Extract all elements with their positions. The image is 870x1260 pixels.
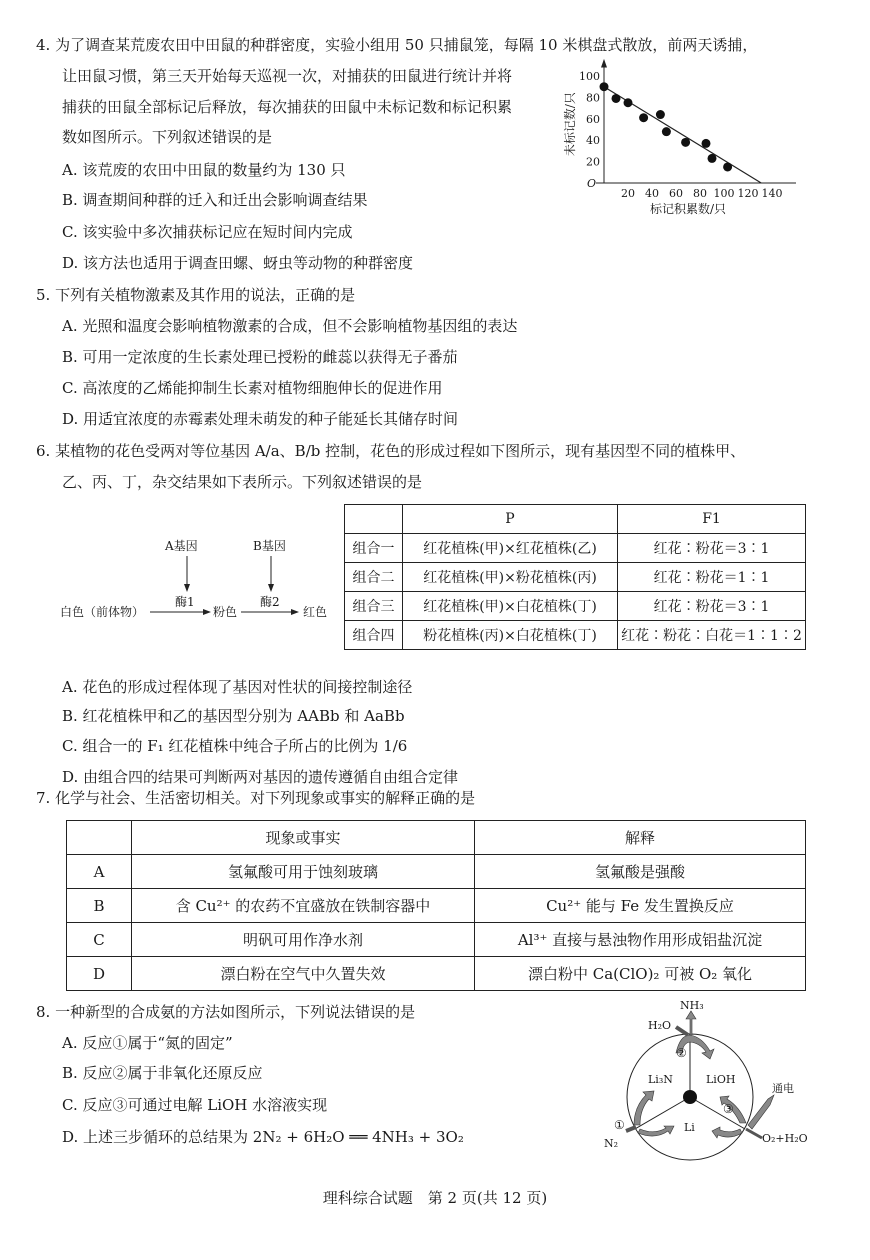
q8-stem: 8. 一种新型的合成氨的方法如图所示，下列说法错误的是: [36, 1003, 416, 1021]
data-point: [612, 94, 621, 103]
cell: A: [67, 855, 132, 889]
q4-stem-line-2: 让田鼠习惯，第三天开始每天巡视一次，对捕获的田鼠进行统计并将: [62, 67, 513, 85]
electrolysis-label: 通电: [772, 1082, 794, 1095]
header-empty: [345, 505, 403, 534]
origin-label: O: [586, 177, 596, 190]
pink-label: 粉色: [213, 605, 238, 619]
q6-option-c: C. 组合一的 F₁ 红花植株中纯合子所占的比例为 1/6: [62, 737, 408, 755]
data-point: [656, 110, 665, 119]
cell: 氢氟酸可用于蚀刻玻璃: [132, 855, 475, 889]
q5-option-b: B. 可用一定浓度的生长素处理已授粉的雌蕊以获得无子番茄: [62, 348, 458, 366]
cell: 红花植株(甲)×白花植株(丁): [403, 592, 618, 621]
cell: 红花∶粉花∶白花＝1∶1∶2: [618, 621, 806, 650]
q5-option-a: A. 光照和温度会影响植物激素的合成，但不会影响植物基因组的表达: [62, 317, 518, 335]
h2o-label: H₂O: [648, 1019, 672, 1032]
q5-option-c: C. 高浓度的乙烯能抑制生长素对植物细胞伸长的促进作用: [62, 379, 443, 397]
header-explanation: 解释: [475, 821, 806, 855]
cell: 漂白粉在空气中久置失效: [132, 957, 475, 991]
data-point: [639, 113, 648, 122]
enzyme-1-label: 酶1: [175, 595, 195, 609]
cell: 红花植株(甲)×红花植株(乙): [403, 534, 618, 563]
q6-stem-line-1: 6. 某植物的花色受两对等位基因 A/a、B/b 控制，花色的形成过程如下图所示，现有基因型不同的植株甲、: [36, 442, 746, 460]
step-3-marker: ③: [723, 1102, 734, 1116]
cell: Al³⁺ 直接与悬浊物作用形成铝盐沉淀: [475, 923, 806, 957]
data-point: [662, 127, 671, 136]
y-tick-label: 40: [586, 134, 600, 148]
cell: 组合一: [345, 534, 403, 563]
o2-h2o-label: O₂+H₂O: [762, 1132, 808, 1145]
y-tick-label: 20: [586, 155, 600, 169]
cell: C: [67, 923, 132, 957]
gene-b-label: B基因: [253, 539, 286, 553]
cell: 红花∶粉花＝3∶1: [618, 592, 806, 621]
x-tick-label: 100: [713, 187, 735, 200]
q4-option-a: A. 该荒废的农田中田鼠的数量约为 130 只: [62, 161, 346, 179]
cell: 组合二: [345, 563, 403, 592]
gene-a-label: A基因: [165, 539, 198, 553]
x-axis-label: 标记积累数/只: [649, 202, 727, 216]
mark-recapture-scatter-chart: [0, 0, 870, 230]
table-row: [67, 889, 806, 923]
center-dot: [683, 1090, 697, 1104]
n2-label: N₂: [604, 1137, 619, 1150]
cell: 氢氟酸是强酸: [475, 855, 806, 889]
red-label: 红色: [303, 605, 328, 619]
q6-option-a: A. 花色的形成过程体现了基因对性状的间接控制途径: [62, 678, 413, 696]
cell: 漂白粉中 Ca(ClO)₂ 可被 O₂ 氧化: [475, 957, 806, 991]
q8-option-c: C. 反应③可通过电解 LiOH 水溶液实现: [62, 1096, 328, 1114]
data-point: [600, 82, 609, 91]
table-row: [67, 923, 806, 957]
y-tick-label: 80: [586, 91, 600, 105]
q8-option-b: B. 反应②属于非氧化还原反应: [62, 1064, 263, 1082]
data-point: [723, 162, 732, 171]
cell: B: [67, 889, 132, 923]
header-f1: F1: [618, 505, 806, 534]
cell: 红花∶粉花＝1∶1: [618, 563, 806, 592]
enzyme-2-label: 酶2: [260, 595, 280, 609]
x-tick-label: 140: [761, 187, 783, 200]
x-tick-label: 60: [669, 187, 683, 200]
q6-option-b: B. 红花植株甲和乙的基因型分别为 AABb 和 AaBb: [62, 707, 405, 725]
cell: 组合四: [345, 621, 403, 650]
header-phenomenon: 现象或事实: [132, 821, 475, 855]
ammonia-synthesis-cycle-diagram: [590, 995, 820, 1155]
li3n-label: Li₃N: [648, 1073, 673, 1086]
cell: 含 Cu²⁺ 的农药不宜盛放在铁制容器中: [132, 889, 475, 923]
page-footer: 理科综合试题 第 2 页(共 12 页): [322, 1189, 548, 1207]
table-row: [345, 592, 806, 621]
cell: D: [67, 957, 132, 991]
y-axis-arrow: [601, 59, 607, 68]
q5-stem: 5. 下列有关植物激素及其作用的说法，正确的是: [36, 286, 356, 304]
table-row: [67, 957, 806, 991]
cell: 组合三: [345, 592, 403, 621]
cross-results-table: [344, 504, 806, 650]
x-tick-label: 20: [621, 187, 635, 200]
header-p: P: [403, 505, 618, 534]
x-tick-label: 40: [645, 187, 659, 200]
data-point: [624, 98, 633, 107]
q6-stem-line-2: 乙、丙、丁，杂交结果如下表所示。下列叙述错误的是: [62, 473, 423, 491]
y-axis-label: 未标记数/只: [563, 92, 577, 157]
q4-option-b: B. 调查期间种群的迁入和迁出会影响调查结果: [62, 191, 368, 209]
step-2-marker: ②: [676, 1046, 687, 1060]
q4-option-d: D. 该方法也适用于调查田螺、蚜虫等动物的种群密度: [62, 254, 414, 272]
q4-stem-line-1: 4. 为了调查某荒废农田中田鼠的种群密度，实验小组用 50 只捕鼠笼，每隔 10 米棋盘式散放，前两天诱捕，: [36, 36, 758, 54]
data-point: [702, 139, 711, 148]
cell: 红花∶粉花＝3∶1: [618, 534, 806, 563]
chemistry-explanation-table: [66, 820, 806, 991]
x-tick-label: 80: [693, 187, 707, 200]
q4-stem-line-4: 数如图所示。下列叙述错误的是: [62, 128, 273, 146]
data-point: [681, 138, 690, 147]
x-tick-label: 120: [737, 187, 759, 200]
li-label: Li: [684, 1121, 695, 1134]
flower-color-pathway-diagram: [55, 530, 340, 620]
table-row: [345, 621, 806, 650]
table-row: [345, 534, 806, 563]
q8-option-d: D. 上述三步循环的总结果为 2N₂ + 6H₂O ══ 4NH₃ + 3O₂: [62, 1128, 464, 1146]
nh3-label: NH₃: [680, 999, 704, 1012]
q7-stem: 7. 化学与社会、生活密切相关。对下列现象或事实的解释正确的是: [36, 789, 476, 807]
table-header-row: [345, 505, 806, 534]
data-point: [708, 154, 717, 163]
step-1-marker: ①: [614, 1118, 625, 1132]
cell: 明矾可用作净水剂: [132, 923, 475, 957]
table-row: [345, 563, 806, 592]
white-precursor-label: 白色（前体物）: [60, 605, 145, 619]
q6-option-d: D. 由组合四的结果可判断两对基因的遗传遵循自由组合定律: [62, 768, 459, 786]
q4-option-c: C. 该实验中多次捕获标记应在短时间内完成: [62, 223, 353, 241]
q5-option-d: D. 用适宜浓度的赤霉素处理未萌发的种子能延长其储存时间: [62, 410, 459, 428]
q4-stem-line-3: 捕获的田鼠全部标记后释放，每次捕获的田鼠中未标记数和标记积累: [62, 98, 513, 116]
header-empty: [67, 821, 132, 855]
lioh-label: LiOH: [706, 1073, 736, 1086]
y-tick-label: 100: [579, 70, 600, 83]
table-row: [67, 855, 806, 889]
q8-option-a: A. 反应①属于“氮的固定”: [62, 1034, 233, 1052]
cell: 粉花植株(丙)×白花植株(丁): [403, 621, 618, 650]
cell: 红花植株(甲)×粉花植株(丙): [403, 563, 618, 592]
table-header-row: [67, 821, 806, 855]
cell: Cu²⁺ 能与 Fe 发生置换反应: [475, 889, 806, 923]
y-tick-label: 60: [586, 112, 600, 126]
